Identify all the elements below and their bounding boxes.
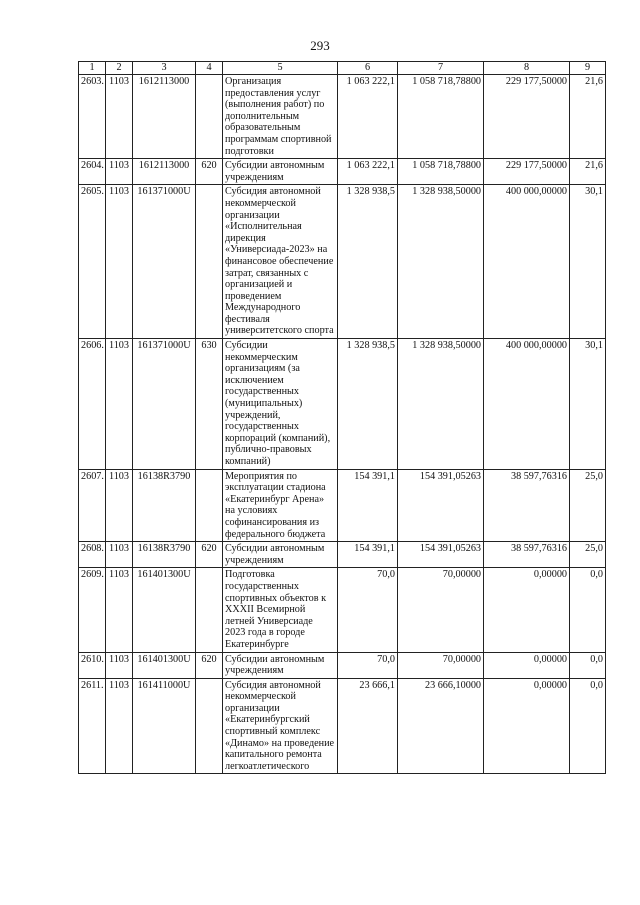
target-code-cell: 161411000U xyxy=(133,678,196,774)
amount-cell: 1 063 222,1 xyxy=(338,159,398,185)
table-row xyxy=(79,159,606,185)
percent-cell: 0,0 xyxy=(570,568,606,652)
column-header: 7 xyxy=(398,62,484,75)
percent-cell: 25,0 xyxy=(570,542,606,568)
amount-cell: 229 177,50000 xyxy=(484,159,570,185)
item-name-cell: Субсидия автономной некоммерческой организации «Исполнительная дирекция «Универсиада-2023» на финансовое обеспечение затрат, связанных с организацией и проведением Международного фестиваля университетского спорта xyxy=(223,185,338,339)
target-code-cell: 161371000U xyxy=(133,339,196,470)
expense-type-cell xyxy=(196,469,223,542)
item-name-cell: Субсидии автономным учреждениям xyxy=(223,542,338,568)
row-number-cell: 2609. xyxy=(79,568,106,652)
row-number-cell: 2608. xyxy=(79,542,106,568)
section-code-cell: 1103 xyxy=(106,678,133,774)
table-row xyxy=(79,339,606,470)
table-row xyxy=(79,469,606,542)
target-code-cell: 16138R3790 xyxy=(133,542,196,568)
target-code-cell: 16138R3790 xyxy=(133,469,196,542)
target-code-cell: 1612113000 xyxy=(133,75,196,159)
column-header: 8 xyxy=(484,62,570,75)
item-name-cell: Подготовка государственных спортивных объектов к XXXII Всемирной летней Универсиаде 2023 года в городе Екатеринбурге xyxy=(223,568,338,652)
amount-cell: 38 597,76316 xyxy=(484,542,570,568)
table-row xyxy=(79,568,606,652)
target-code-cell: 161371000U xyxy=(133,185,196,339)
item-name-cell: Субсидии некоммерческим организациям (за исключением государственных (муниципальных) учреждений, государственных корпораций (компаний), публично-правовых компаний) xyxy=(223,339,338,470)
expense-type-cell xyxy=(196,185,223,339)
row-number-cell: 2607. xyxy=(79,469,106,542)
amount-cell: 70,00000 xyxy=(398,568,484,652)
row-number-cell: 2611. xyxy=(79,678,106,774)
row-number-cell: 2606. xyxy=(79,339,106,470)
target-code-cell: 161401300U xyxy=(133,652,196,678)
amount-cell: 154 391,1 xyxy=(338,542,398,568)
expense-type-cell: 620 xyxy=(196,159,223,185)
percent-cell: 0,0 xyxy=(570,678,606,774)
column-header: 2 xyxy=(106,62,133,75)
target-code-cell: 161401300U xyxy=(133,568,196,652)
column-header: 9 xyxy=(570,62,606,75)
table-row xyxy=(79,75,606,159)
column-header: 1 xyxy=(79,62,106,75)
amount-cell: 38 597,76316 xyxy=(484,469,570,542)
expense-type-cell xyxy=(196,678,223,774)
percent-cell: 0,0 xyxy=(570,652,606,678)
table-row xyxy=(79,652,606,678)
row-number-cell: 2605. xyxy=(79,185,106,339)
expense-type-cell xyxy=(196,75,223,159)
target-code-cell: 1612113000 xyxy=(133,159,196,185)
amount-cell: 154 391,05263 xyxy=(398,469,484,542)
amount-cell: 400 000,00000 xyxy=(484,185,570,339)
amount-cell: 0,00000 xyxy=(484,652,570,678)
section-code-cell: 1103 xyxy=(106,542,133,568)
amount-cell: 70,00000 xyxy=(398,652,484,678)
amount-cell: 0,00000 xyxy=(484,678,570,774)
percent-cell: 25,0 xyxy=(570,469,606,542)
percent-cell: 30,1 xyxy=(570,185,606,339)
budget-table xyxy=(78,61,606,774)
row-number-cell: 2610. xyxy=(79,652,106,678)
amount-cell: 400 000,00000 xyxy=(484,339,570,470)
expense-type-cell xyxy=(196,568,223,652)
column-header: 3 xyxy=(133,62,196,75)
amount-cell: 0,00000 xyxy=(484,568,570,652)
page-number: 293 xyxy=(310,38,330,53)
row-number-cell: 2603. xyxy=(79,75,106,159)
item-name-cell: Субсидии автономным учреждениям xyxy=(223,652,338,678)
item-name-cell: Мероприятия по эксплуатации стадиона «Екатеринбург Арена» на условиях софинансирования из федерального бюджета xyxy=(223,469,338,542)
section-code-cell: 1103 xyxy=(106,159,133,185)
section-code-cell: 1103 xyxy=(106,75,133,159)
amount-cell: 1 328 938,5 xyxy=(338,339,398,470)
table-row xyxy=(79,185,606,339)
section-code-cell: 1103 xyxy=(106,185,133,339)
amount-cell: 229 177,50000 xyxy=(484,75,570,159)
amount-cell: 154 391,05263 xyxy=(398,542,484,568)
amount-cell: 1 058 718,78800 xyxy=(398,75,484,159)
percent-cell: 21,6 xyxy=(570,75,606,159)
amount-cell: 1 328 938,50000 xyxy=(398,185,484,339)
row-number-cell: 2604. xyxy=(79,159,106,185)
amount-cell: 154 391,1 xyxy=(338,469,398,542)
section-code-cell: 1103 xyxy=(106,339,133,470)
section-code-cell: 1103 xyxy=(106,568,133,652)
amount-cell: 23 666,10000 xyxy=(398,678,484,774)
item-name-cell: Субсидия автономной некоммерческой организации «Екатеринбургский спортивный комплекс «Динамо» на проведение капитального ремонта легкоатлетического xyxy=(223,678,338,774)
expense-type-cell: 630 xyxy=(196,339,223,470)
table-row xyxy=(79,542,606,568)
section-code-cell: 1103 xyxy=(106,652,133,678)
item-name-cell: Субсидии автономным учреждениям xyxy=(223,159,338,185)
amount-cell: 1 063 222,1 xyxy=(338,75,398,159)
column-header: 6 xyxy=(338,62,398,75)
percent-cell: 21,6 xyxy=(570,159,606,185)
amount-cell: 70,0 xyxy=(338,568,398,652)
table-row xyxy=(79,678,606,774)
expense-type-cell: 620 xyxy=(196,652,223,678)
header-row xyxy=(79,62,606,75)
column-header: 4 xyxy=(196,62,223,75)
amount-cell: 1 058 718,78800 xyxy=(398,159,484,185)
section-code-cell: 1103 xyxy=(106,469,133,542)
amount-cell: 23 666,1 xyxy=(338,678,398,774)
amount-cell: 70,0 xyxy=(338,652,398,678)
amount-cell: 1 328 938,50000 xyxy=(398,339,484,470)
percent-cell: 30,1 xyxy=(570,339,606,470)
amount-cell: 1 328 938,5 xyxy=(338,185,398,339)
item-name-cell: Организация предоставления услуг (выполнения работ) по дополнительным образовательным программам спортивной подготовки xyxy=(223,75,338,159)
expense-type-cell: 620 xyxy=(196,542,223,568)
column-header: 5 xyxy=(223,62,338,75)
